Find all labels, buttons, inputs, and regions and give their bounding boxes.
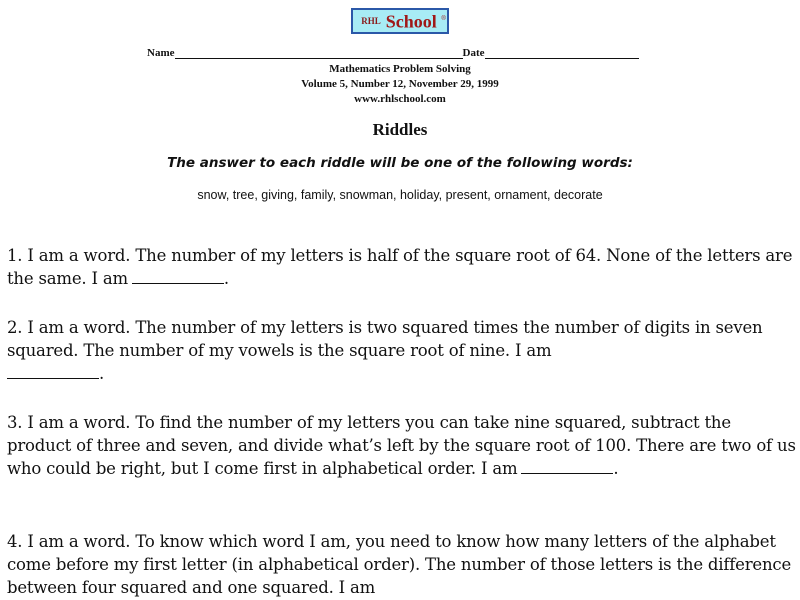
riddle-text: 4. I am a word. To know which word I am, you need to know how many letters of the alphabet come before my first letter (in alphabetical order). The number of those letters is the difference between four squared and one squared. I am [7, 532, 792, 597]
instructions: The answer to each riddle will be one of the following words: [167, 155, 633, 171]
date-field-line[interactable] [485, 46, 639, 59]
riddle-text: 3. I am a word. To find the number of my letters you can take nine squared, subtract the product of three and seven, and divide what’s left by the square root of 100. There are two of us who could be right, but I come first in alphabetical order. I am [7, 413, 796, 478]
riddle-1: 1. I am a word. The number of my letters is half of the square root of 64. None of the letters are the same. I am . [7, 246, 793, 288]
word-bank: snow, tree, giving, family, snowman, holiday, present, ornament, decorate [197, 188, 603, 202]
answer-blank[interactable] [521, 458, 613, 474]
riddle-2: 2. I am a word. The number of my letters is two squared times the number of digits in seven squared. The number of my vowels is the square root of nine. I am . [7, 318, 763, 383]
answer-blank[interactable] [7, 363, 99, 379]
logo-prefix: RHL [361, 16, 381, 27]
page-title: Riddles [372, 120, 428, 139]
riddle-3: 3. I am a word. To find the number of my letters you can take nine squared, subtract the product of three and seven, and divide what’s left by the square root of 100. There are two of us who could be right, but I come first in alphabetical order. I am . [7, 413, 796, 478]
logo-container [0, 8, 800, 34]
logo-name: School [385, 11, 437, 32]
name-label: Name [147, 47, 175, 59]
date-label: Date [462, 47, 485, 59]
issue-info: Volume 5, Number 12, November 29, 1999 [301, 78, 499, 90]
answer-blank[interactable] [132, 268, 224, 284]
riddle-text: 2. I am a word. The number of my letters is two squared times the number of digits in seven squared. The number of my vowels is the square root of nine. I am [7, 318, 763, 360]
series-title: Mathematics Problem Solving [329, 63, 471, 75]
riddle-text: 1. I am a word. The number of my letters is half of the square root of 64. None of the letters are the same. I am [7, 246, 793, 288]
rhl-school-logo [351, 8, 449, 34]
name-field-line[interactable] [175, 46, 463, 59]
riddle-4 [7, 530, 797, 599]
website-link[interactable]: www.rhlschool.com [354, 93, 446, 105]
name-date-row [147, 46, 639, 59]
trademark-icon: ® [441, 16, 446, 22]
